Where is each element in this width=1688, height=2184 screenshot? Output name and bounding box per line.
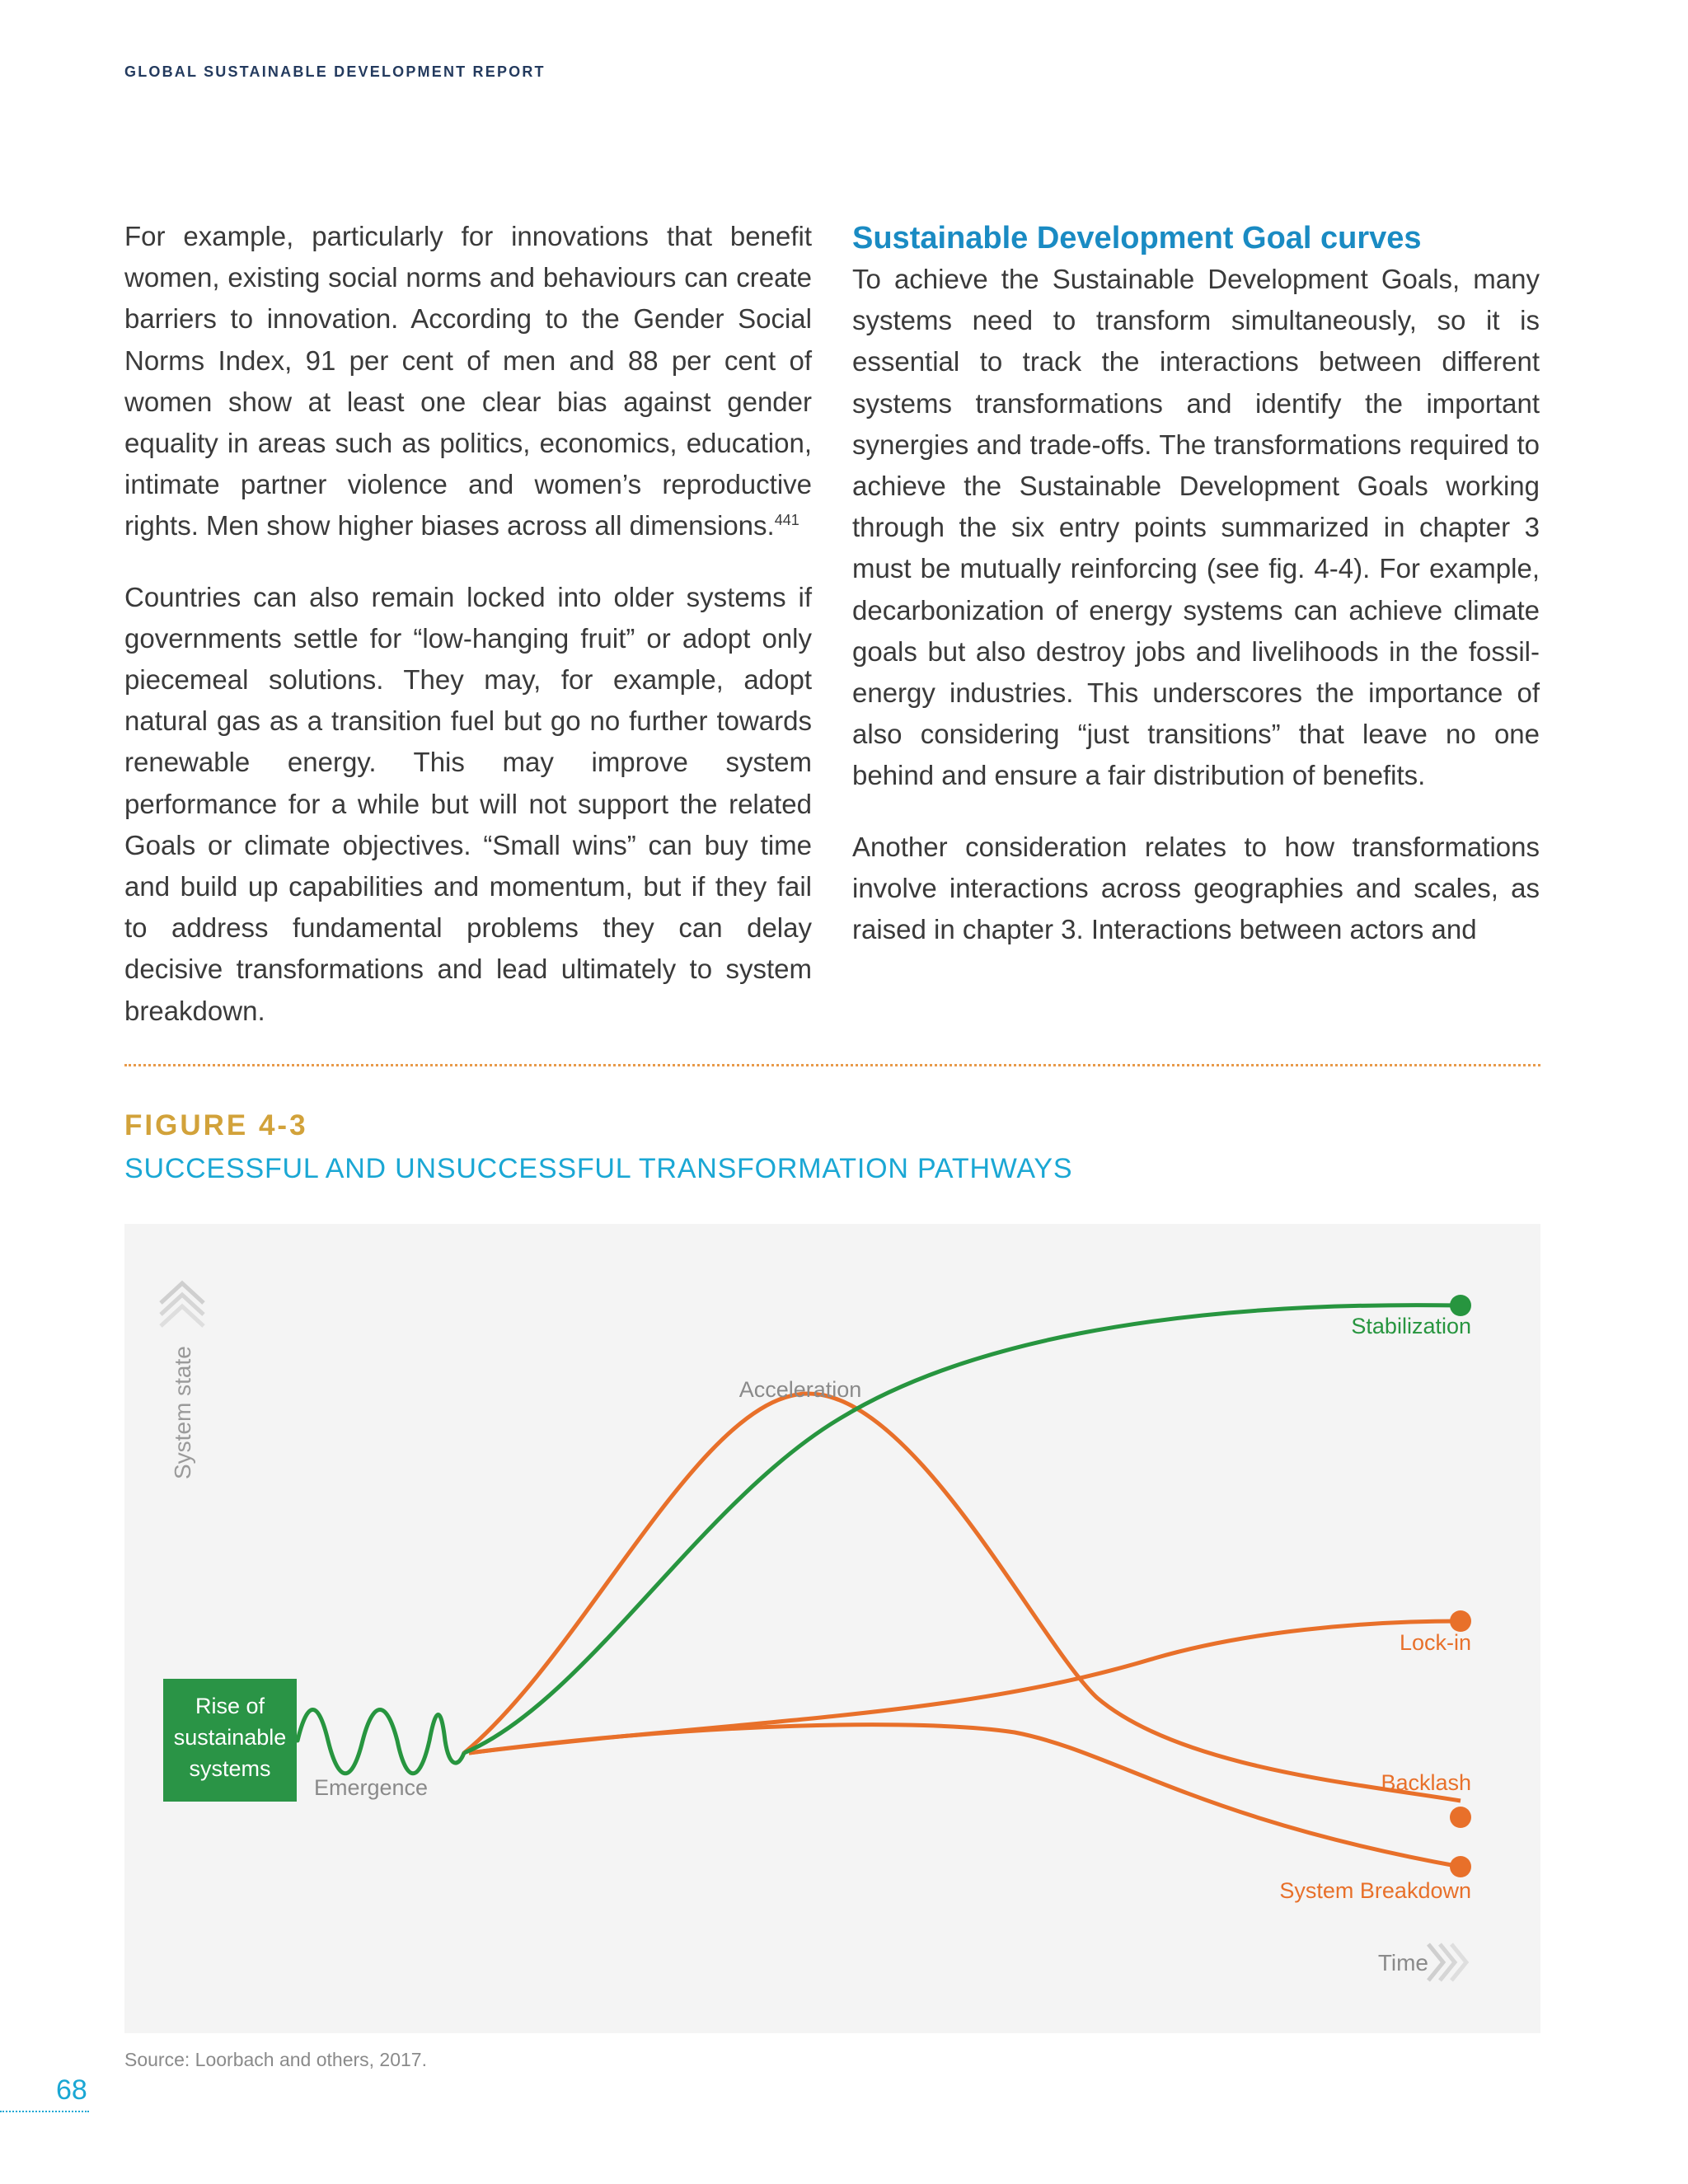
- stabilization-label: Stabilization: [1351, 1314, 1471, 1338]
- system-breakdown-endpoint: [1450, 1856, 1471, 1877]
- body-paragraph: Countries can also remain locked into older systems if governments settle for “low-hanging fruit” or adopt only piecemeal solutions. They may, for example, adopt natural gas as a transition fuel but go no further towards renewable energy. This may improve system performance for a while but will not support the related Goals or climate objectives. “Small wins” can buy time and build up capabilities and momentum, but if they fail to address fundamental problems they can delay decisive transformations and lead ultimately to system breakdown.: [124, 581, 812, 1026]
- left-text-column: [124, 216, 812, 1062]
- body-paragraph: To achieve the Sustainable Development Goals, many systems need to transform simultaneously, so it is essential to track the interactions between different systems transformations and identify the important synergies and trade-offs. The transformations required to achieve the Sustainable Development Goals working through the six entry points summarized in chapter 3 must be mutually reinforcing (see fig. 4-4). For example, decarbonization of energy systems can achieve climate goals but also destroy jobs and livelihoods in the fossil-energy industries. This underscores the importance of also considering “just transitions” that leave no one behind and ensure a fair distribution of benefits.: [852, 264, 1540, 791]
- footnote-marker[interactable]: 441: [774, 512, 799, 529]
- emergence-wave: [298, 1710, 464, 1774]
- page-number-rule: [0, 2111, 89, 2112]
- paragraph-text: For example, particularly for innovations that benefit women, existing social norms and behaviours can create barriers to innovation. According to the Gender Social Norms Index, 91 per cent of men and 88 per cent of women show at least one clear bias against gender equality in areas such as politics, economics, education, intimate partner violence and women’s reproductive rights. Men show higher biases across all dimensions.: [124, 221, 812, 541]
- transformation-pathways-chart: [124, 1224, 1540, 2033]
- start-box-line: systems: [189, 1756, 271, 1781]
- emergence-label: Emergence: [314, 1775, 429, 1800]
- figure-label: FIGURE 4-3: [124, 1109, 308, 1141]
- acceleration-to-breakdown-curve: [464, 1394, 1461, 1801]
- x-axis-label: Time: [1377, 1950, 1428, 1975]
- body-paragraph: Another consideration relates to how transformations involve interactions across geographies and scales, as raised in chapter 3. Interactions between actors and: [852, 831, 1540, 945]
- x-axis-chevron-icon: [1428, 1944, 1466, 1980]
- running-header: GLOBAL SUSTAINABLE DEVELOPMENT REPORT: [124, 63, 546, 80]
- start-box-line: sustainable: [173, 1725, 287, 1750]
- backlash-endpoint: [1450, 1807, 1471, 1828]
- acceleration-label: Acceleration: [738, 1377, 862, 1402]
- figure-panel: [124, 1224, 1540, 2033]
- page-number: 68: [56, 2074, 87, 2106]
- stabilization-curve: [464, 1305, 1461, 1753]
- body-paragraph: [124, 216, 812, 547]
- y-axis-chevron-icon: [161, 1283, 204, 1326]
- lock-in-curve: [469, 1621, 1461, 1753]
- figure-title: SUCCESSFUL AND UNSUCCESSFUL TRANSFORMATION PATHWAYS: [124, 1153, 1073, 1184]
- section-heading: Sustainable Development Goal curves: [852, 221, 1422, 255]
- lock-in-endpoint: [1450, 1610, 1471, 1632]
- start-box-line: Rise of: [195, 1694, 265, 1718]
- system-breakdown-label: System Breakdown: [1279, 1878, 1471, 1903]
- right-text-column: [852, 216, 1540, 980]
- section-divider: [124, 1064, 1540, 1066]
- backlash-curve: [469, 1725, 1461, 1867]
- y-axis-label: System state: [170, 1346, 195, 1479]
- backlash-label: Backlash: [1381, 1770, 1471, 1795]
- figure-source: Source: Loorbach and others, 2017.: [124, 2049, 427, 2070]
- lock-in-label: Lock-in: [1399, 1630, 1471, 1655]
